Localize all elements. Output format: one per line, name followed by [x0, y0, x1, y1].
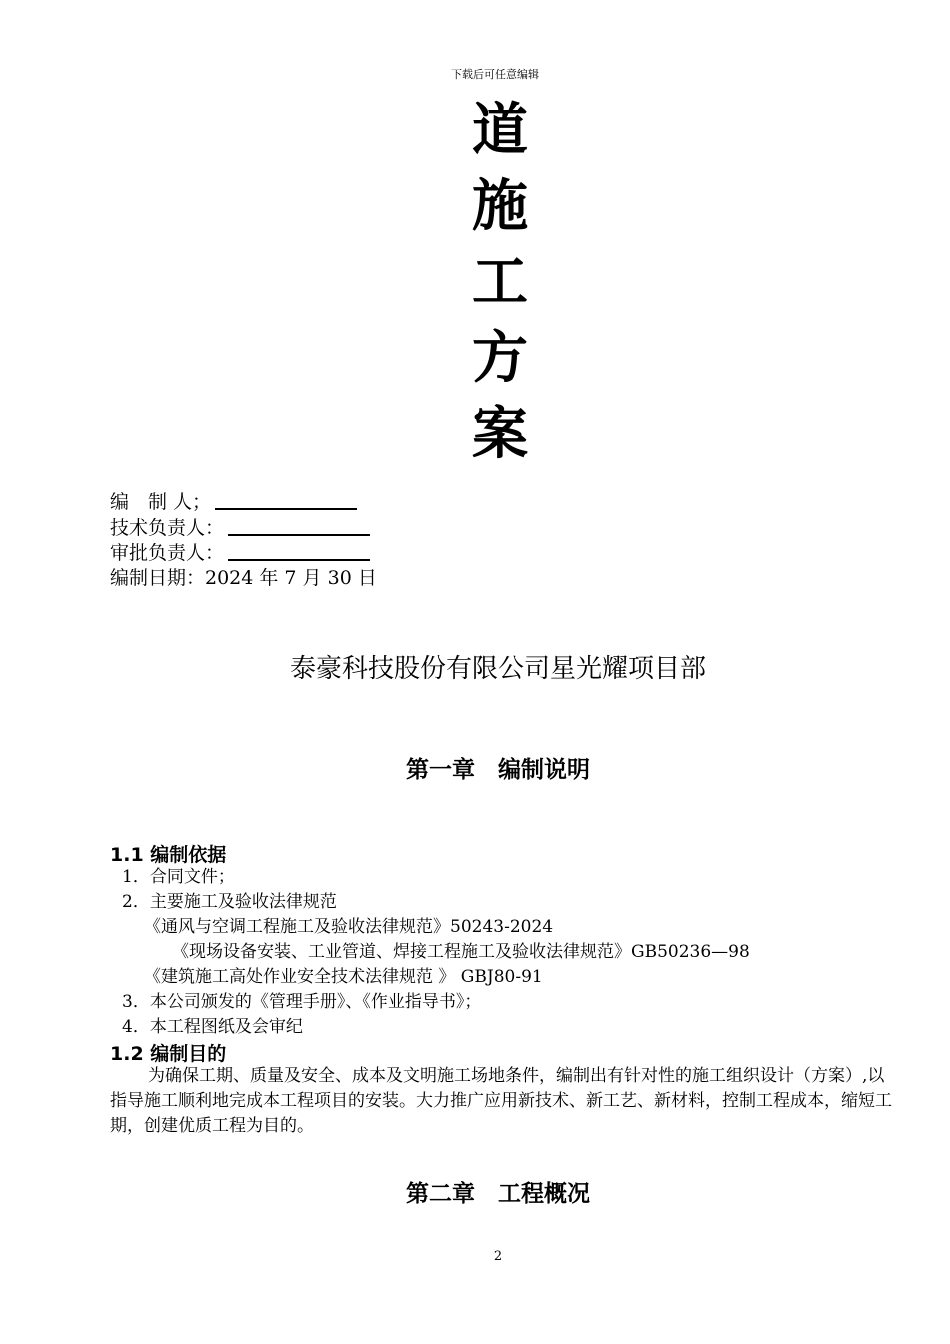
- reference-line: 《通风与空调工程施工及验收法律规范》50243-2024: [144, 917, 554, 937]
- list-item: 1．合同文件；: [122, 867, 235, 887]
- title-char: 道: [472, 97, 528, 163]
- title-char: 施: [472, 173, 528, 239]
- purpose-text: 为确保工期、质量及安全、成本及文明施工场地条件，编制出有针对性的施工组织设计（方案）,以指导施工顺利地完成本工程项目的安装。大力推广应用新技术、新工艺、新材料，控制工程成本，缩短工期，创建优质工程为目的。: [110, 1066, 892, 1136]
- title-char: 方: [472, 325, 528, 391]
- tech-lead-label: 技术负责人：: [110, 517, 225, 539]
- approver-blank: [228, 541, 370, 561]
- chapter-2-heading: 第二章 工程概况: [406, 1181, 590, 1207]
- list-item: 4．本工程图纸及会审纪: [122, 1017, 303, 1037]
- company-name: 泰豪科技股份有限公司星光耀项目部: [289, 654, 706, 684]
- date-line: 编制日期：2024 年 7 月 30 日: [110, 567, 377, 589]
- title-char: 工: [472, 249, 528, 315]
- reference-line: 《建筑施工高处作业安全技术法律规范 》 GBJ80-91: [144, 967, 543, 987]
- tech-lead-blank: [228, 516, 370, 536]
- list-item: 2．主要施工及验收法律规范: [122, 892, 337, 912]
- approver-line: [110, 541, 370, 565]
- author-label: 编 制 人；: [110, 491, 212, 513]
- header-note: 下载后可任意编辑: [451, 68, 539, 81]
- author-line: [110, 490, 357, 514]
- title-char: 案: [472, 401, 528, 467]
- page-number: 2: [493, 1249, 503, 1264]
- section-1-1-heading: 1.1 编制依据: [110, 844, 227, 866]
- section-1-2-heading: 1.2 编制目的: [110, 1043, 227, 1065]
- purpose-paragraph: [110, 1064, 900, 1139]
- list-item: 3．本公司颁发的《管理手册》、《作业指导书》；: [122, 992, 482, 1012]
- reference-line: 《现场设备安装、工业管道、焊接工程施工及验收法律规范》GB50236—98: [172, 942, 750, 962]
- approver-label: 审批负责人：: [110, 542, 225, 564]
- chapter-1-heading: 第一章 编制说明: [406, 757, 590, 783]
- author-blank: [215, 490, 357, 510]
- tech-lead-line: [110, 516, 370, 540]
